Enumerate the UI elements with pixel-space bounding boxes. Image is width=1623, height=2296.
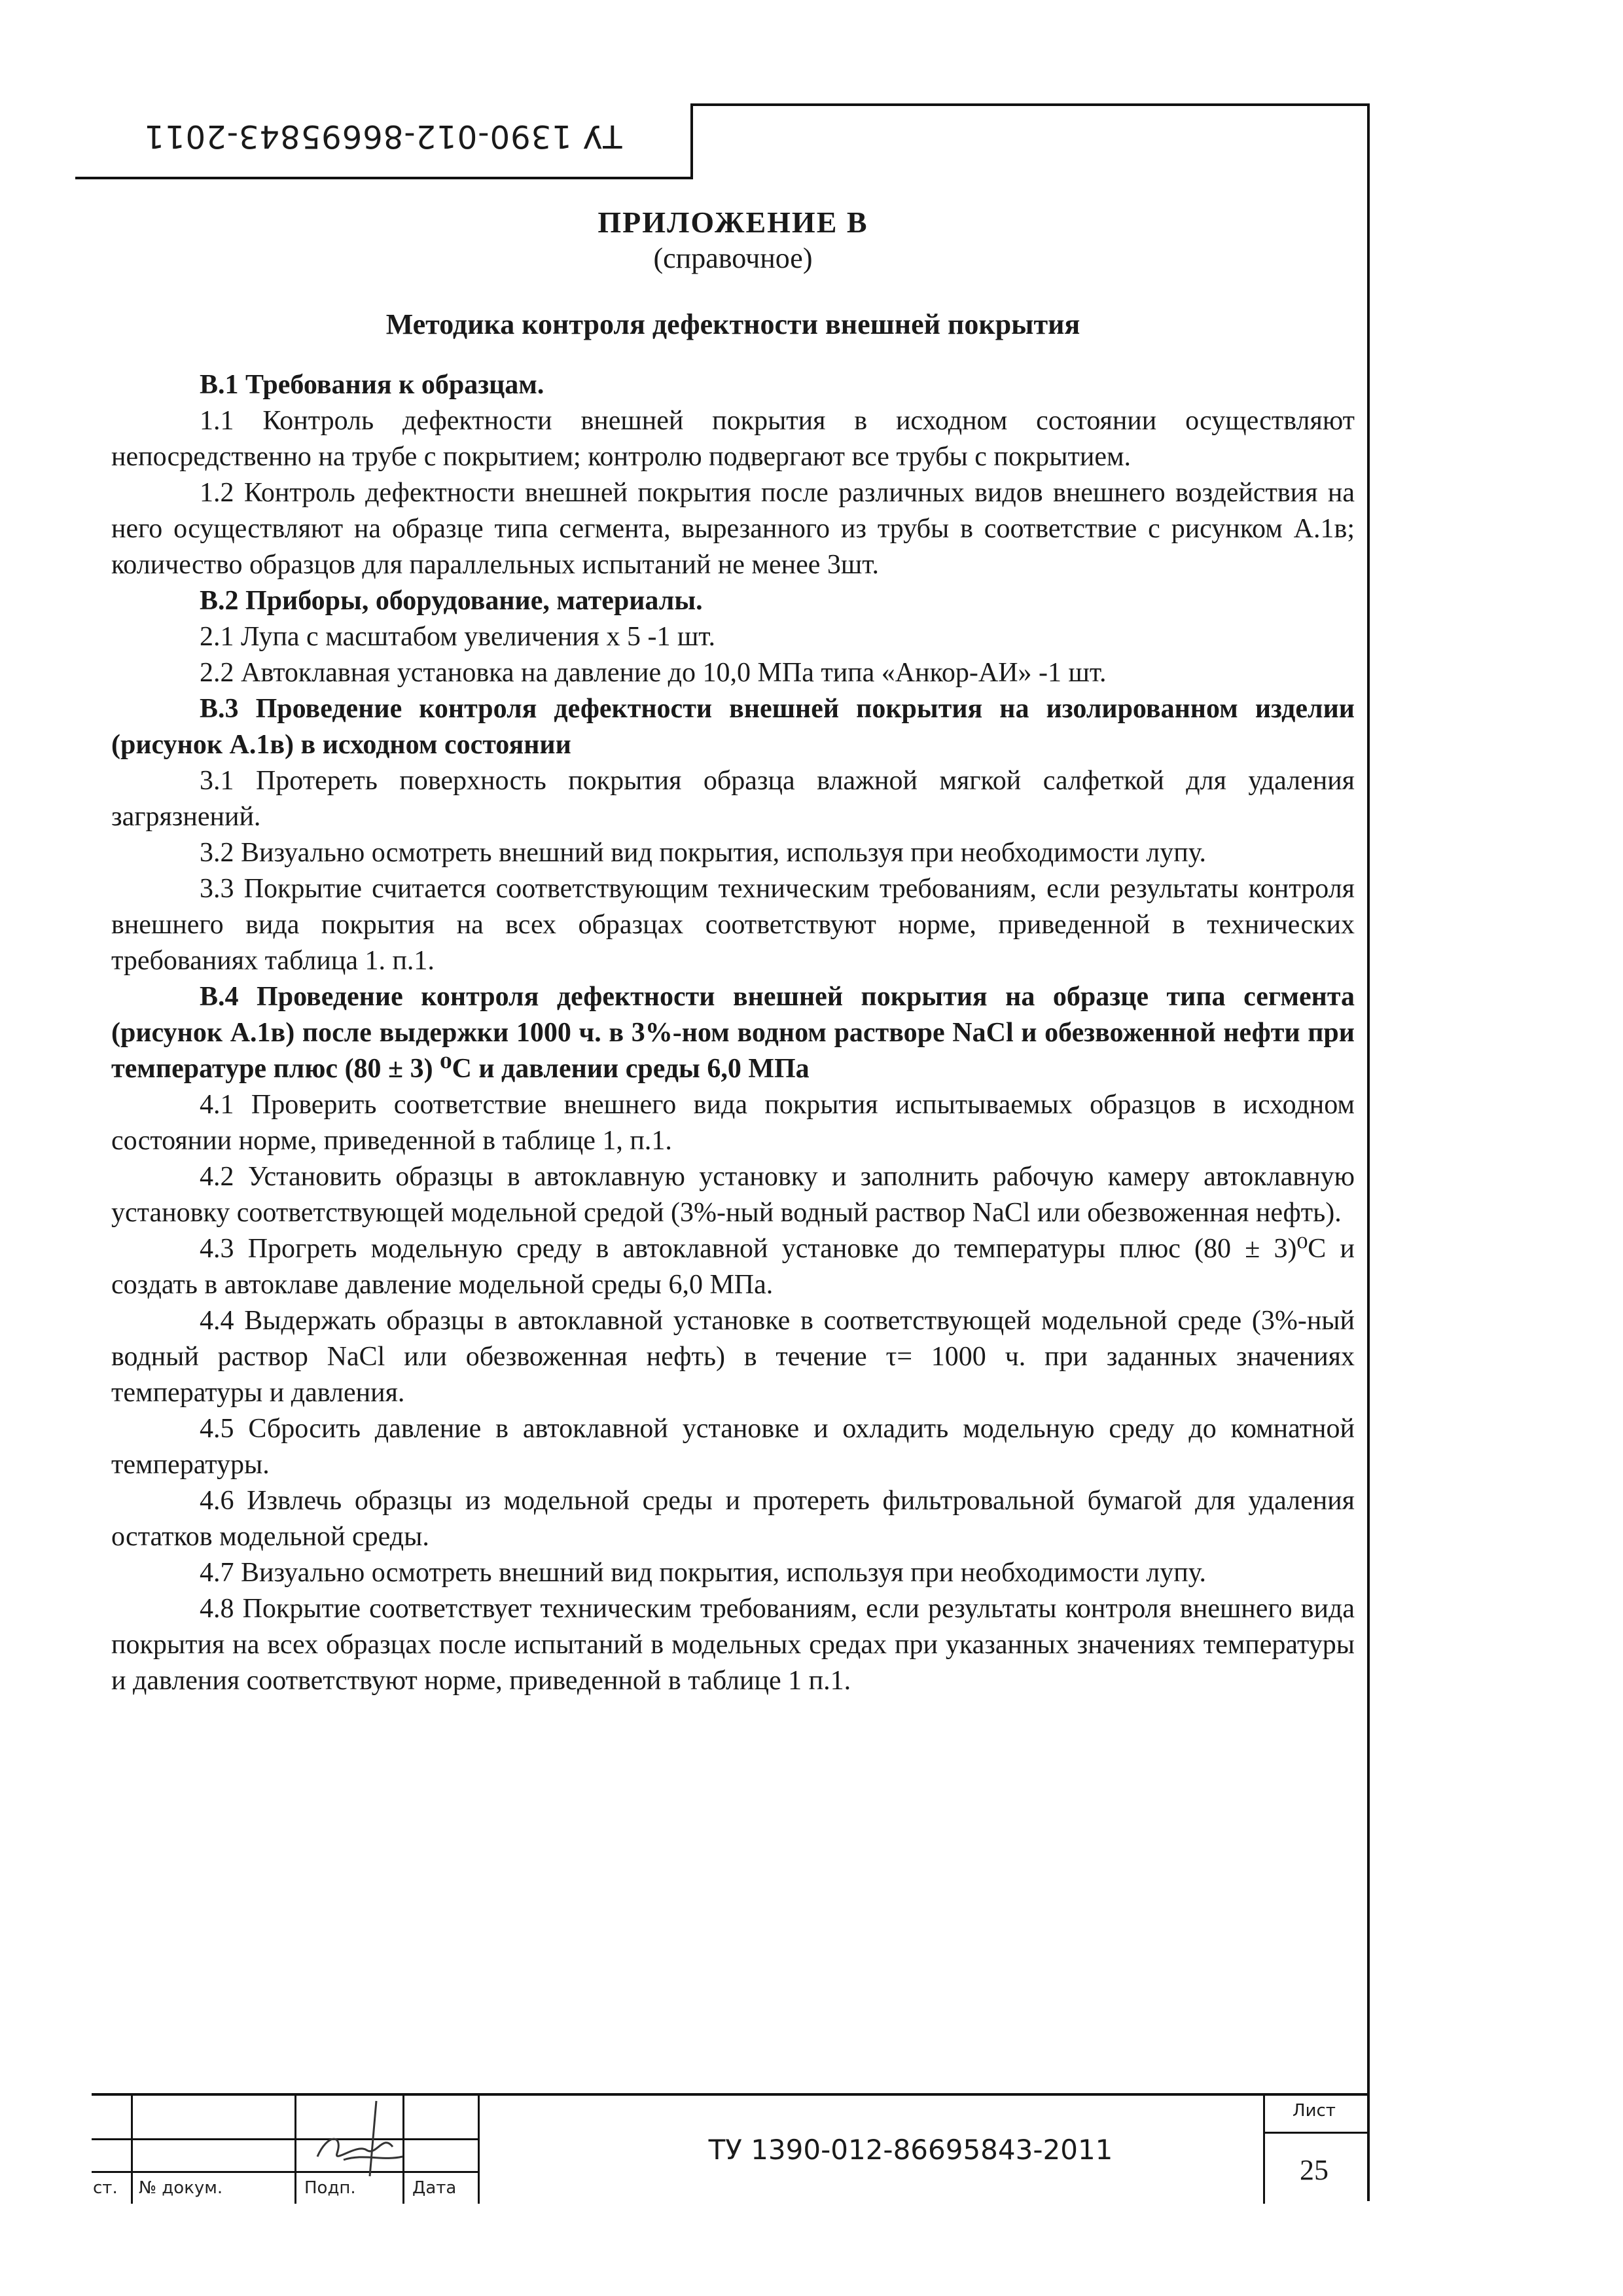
paragraph: 1.2 Контроль дефектности внешней покрытия после различных видов внешнего воздействия на него осуществляют на образце типа сегмента, вырезанного из трубы в соответствие с рисунком А.1в; количество образцов для параллельных испытаний не менее 3шт. [111,478,1355,581]
appendix-title: ПРИЛОЖЕНИЕ В [597,206,868,239]
paragraph: 4.4 Выдержать образцы в автоклавной установке в соответствующей модельной среде (3%-ный водный раствор NaCl или обезвоженная нефть) в течение τ= 1000 ч. при заданных значениях температуры и давления. [111,1306,1355,1408]
stamp-row-line [92,2138,478,2140]
stamp-sheet-line [1263,2132,1370,2134]
page-content [111,204,1355,1699]
section-heading: В.1 Требования к образцам. [200,370,544,401]
stamp-col-line [478,2096,480,2204]
stamp-label-sign: Подп. [304,2178,356,2198]
corner-doc-code: ТУ 1390-012-86695843-2011 [143,118,622,154]
sheet-label: Лист [1293,2101,1336,2121]
section-heading: В.4 Проведение контроля дефектности внешней покрытия на образце типа сегмента (рисунок А.1в) после выдержки 1000 ч. в 3%-ном водном растворе NaCl и обезвоженной нефти при температуре плюс (80 ± 3) ⁰С и давлении среды 6,0 МПа [111,982,1355,1085]
title-block [92,2093,1370,2204]
stamp-row-line [92,2171,478,2173]
frame-right-border [1367,103,1370,2201]
paragraph: 3.2 Визуально осмотреть внешний вид покрытия, используя при необходимости лупу. [200,838,1206,869]
stamp-col-line [131,2096,133,2204]
frame-top-border [690,103,1370,106]
stamp-label-docnum: № докум. [139,2178,223,2198]
paragraph: 3.1 Протереть поверхность покрытия образца влажной мягкой салфеткой для удаления загрязнений. [111,766,1355,833]
paragraph: 4.7 Визуально осмотреть внешний вид покрытия, используя при необходимости лупу. [200,1558,1206,1588]
paragraph: 1.1 Контроль дефектности внешней покрытия в исходном состоянии осуществляют непосредственно на трубе с покрытием; контролю подвергают все трубы с покрытием. [111,406,1355,473]
stamp-label-date: Дата [412,2178,457,2198]
stamp-col-line [294,2096,296,2204]
method-heading: Методика контроля дефектности внешней покрытия [385,308,1080,341]
section-heading: В.2 Приборы, оборудование, материалы. [200,586,703,617]
appendix-subtitle: (справочное) [653,242,813,275]
sheet-number: 25 [1300,2154,1329,2186]
paragraph: 4.6 Извлечь образцы из модельной среды и протереть фильтровальной бумагой для удаления остатков модельной среды. [111,1486,1355,1552]
paragraph: 4.8 Покрытие соответствует техническим требованиям, если результаты контроля внешнего вида покрытия на всех образцах после испытаний в модельных средах при указанных значениях температуры и давления соответствуют норме, приведенной в таблице 1 п.1. [111,1594,1355,1696]
corner-code-box [75,103,693,179]
signature-scribble [304,2088,416,2179]
paragraph: 4.2 Установить образцы в автоклавную установку и заполнить рабочую камеру автоклавную установку соответствующей модельной средой (3%-ный водный раствор NaCl или обезвоженная нефть). [111,1162,1355,1229]
paragraph: 4.5 Сбросить давление в автоклавной установке и охладить модельную среду до комнатной температуры. [111,1414,1355,1480]
paragraph: 4.1 Проверить соответствие внешнего вида покрытия испытываемых образцов в исходном состоянии норме, приведенной в таблице 1, п.1. [111,1090,1355,1157]
paragraph: 4.3 Прогреть модельную среду в автоклавной установке до температуры плюс (80 ± 3)⁰С и создать в автоклаве давление модельной среды 6,0 МПа. [111,1234,1355,1300]
stamp-doc-code: ТУ 1390-012-86695843-2011 [708,2134,1113,2166]
paragraph: 2.2 Автоклавная установка на давление до 10,0 МПа типа «Анкор-АИ» -1 шт. [200,658,1107,689]
paragraph: 3.3 Покрытие считается соответствующим техническим требованиям, если результаты контроля внешнего вида покрытия на всех образцах соответствуют норме, приведенной в технических требованиях таблица 1. п.1. [111,874,1355,977]
paragraph: 2.1 Лупа с масштабом увеличения х 5 -1 шт. [200,622,715,653]
section-heading: В.3 Проведение контроля дефектности внешней покрытия на изолированном изделии (рисунок А.1в) в исходном состоянии [111,694,1355,761]
stamp-label-change: ст. [93,2178,118,2198]
paragraph-list [111,367,1355,1699]
